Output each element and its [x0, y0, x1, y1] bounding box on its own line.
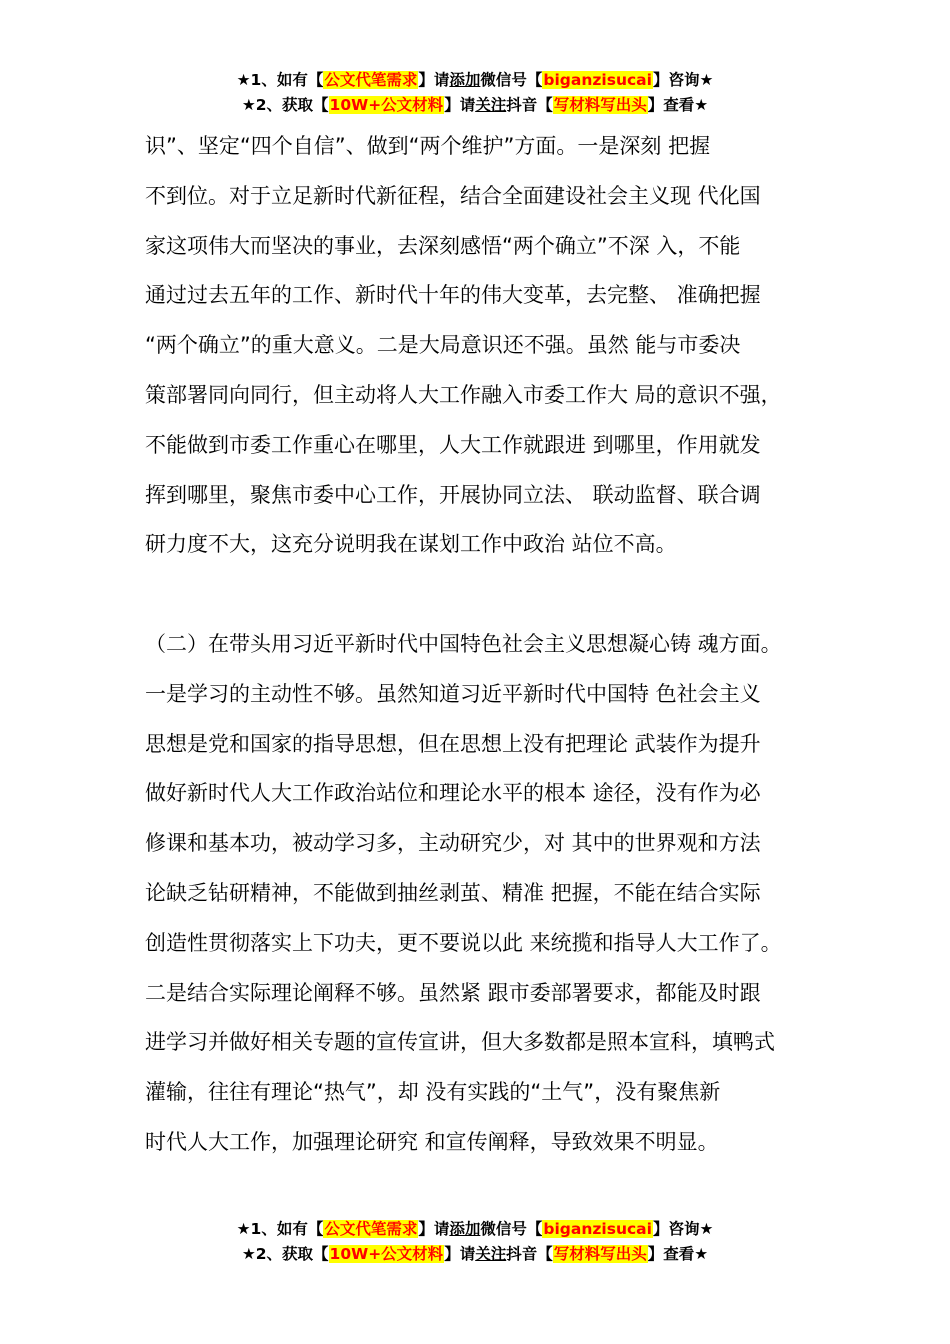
- text-line: 挥到哪里，聚焦市委中心工作，开展协同立法、 联动监督、联合调: [145, 482, 761, 507]
- banner-text: ★2、获取【: [241, 1245, 329, 1263]
- text-line: 家这项伟大而坚决的事业，去深刻感悟“两个确立”不深 入，不能: [145, 233, 741, 258]
- banner-text: 】查看★: [647, 96, 709, 114]
- text-line: 创造性贯彻落实上下功夫，更不要说以此 来统揽和指导人大工作了。: [145, 930, 782, 955]
- banner-line-2: [0, 93, 950, 118]
- banner-underline: 添加: [449, 71, 481, 89]
- banner-highlight: 10W+公文材料: [329, 96, 444, 114]
- text-line: 二是结合实际理论阐释不够。虽然紧 跟市委部署要求，都能及时跟: [145, 980, 761, 1005]
- text-line: 灌输，往往有理论“热气”，却 没有实践的“土气”，没有聚焦新: [145, 1080, 721, 1105]
- banner-text: 微信号【: [480, 1220, 543, 1238]
- text-line: 修课和基本功，被动学习多，主动研究少，对 其中的世界观和方法: [145, 831, 761, 856]
- banner-line-2: [0, 1242, 950, 1267]
- text-line: 不到位。对于立足新时代新征程，结合全面建设社会主义现 代化国: [145, 183, 761, 208]
- footer-banner: [0, 1217, 950, 1267]
- text-line: 做好新时代人大工作政治站位和理论水平的根本 途径，没有作为必: [145, 781, 761, 806]
- paragraph-1: [145, 122, 845, 570]
- text-line: “两个确立”的重大意义。二是大局意识还不强。虽然 能与市委决: [145, 333, 741, 358]
- document-body: [145, 122, 845, 1168]
- text-line: 论缺乏钻研精神，不能做到抽丝剥茧、精准 把握，不能在结合实际: [145, 880, 761, 905]
- banner-text: ★2、获取【: [241, 96, 329, 114]
- banner-text: 】请: [444, 96, 476, 114]
- banner-text: 】请: [418, 71, 450, 89]
- banner-line-1: [0, 1217, 950, 1242]
- text-line: 研力度不大，这充分说明我在谋划工作中政治 站位不高。: [145, 532, 677, 557]
- banner-text: 】咨询★: [652, 71, 714, 89]
- banner-line-1: [0, 68, 950, 93]
- paragraph-spacer: [145, 570, 845, 620]
- text-line: （二）在带头用习近平新时代中国特色社会主义思想凝心铸 魂方面。: [145, 631, 782, 656]
- banner-text: 】咨询★: [652, 1220, 714, 1238]
- banner-underline: 关注: [475, 96, 507, 114]
- banner-highlight: 公文代笔需求: [324, 1220, 418, 1238]
- banner-highlight: 写材料写出头: [553, 96, 647, 114]
- header-banner: [0, 68, 950, 118]
- text-line: 进学习并做好相关专题的宣传宣讲，但大多数都是照本宣科，填鸭式: [145, 1030, 775, 1055]
- text-line: 思想是党和国家的指导思想，但在思想上没有把理论 武装作为提升: [145, 731, 761, 756]
- banner-text: 】查看★: [647, 1245, 709, 1263]
- text-line: 一是学习的主动性不够。虽然知道习近平新时代中国特 色社会主义: [145, 681, 761, 706]
- banner-text: 微信号【: [480, 71, 543, 89]
- banner-highlight: biganzisucai: [543, 71, 652, 89]
- banner-text: 】请: [418, 1220, 450, 1238]
- banner-highlight: biganzisucai: [543, 1220, 652, 1238]
- paragraph-2: [145, 620, 845, 1168]
- banner-highlight: 10W+公文材料: [329, 1245, 444, 1263]
- text-line: 时代人大工作，加强理论研究 和宣传阐释，导致效果不明显。: [145, 1129, 719, 1154]
- banner-highlight: 公文代笔需求: [324, 71, 418, 89]
- banner-text: 抖音【: [506, 96, 553, 114]
- banner-text: ★1、如有【: [236, 71, 324, 89]
- text-line: 识”、坚定“四个自信”、做到“两个维护”方面。一是深刻 把握: [145, 134, 711, 158]
- banner-highlight: 写材料写出头: [553, 1245, 647, 1263]
- text-line: 策部署同向同行，但主动将人大工作融入市委工作大 局的意识不强，: [145, 382, 782, 407]
- banner-text: 抖音【: [506, 1245, 553, 1263]
- banner-text: ★1、如有【: [236, 1220, 324, 1238]
- text-line: 通过过去五年的工作、新时代十年的伟大变革，去完整、 准确把握: [145, 283, 761, 308]
- banner-underline: 关注: [475, 1245, 507, 1263]
- banner-underline: 添加: [449, 1220, 481, 1238]
- banner-text: 】请: [444, 1245, 476, 1263]
- text-line: 不能做到市委工作重心在哪里，人大工作就跟进 到哪里，作用就发: [145, 432, 761, 457]
